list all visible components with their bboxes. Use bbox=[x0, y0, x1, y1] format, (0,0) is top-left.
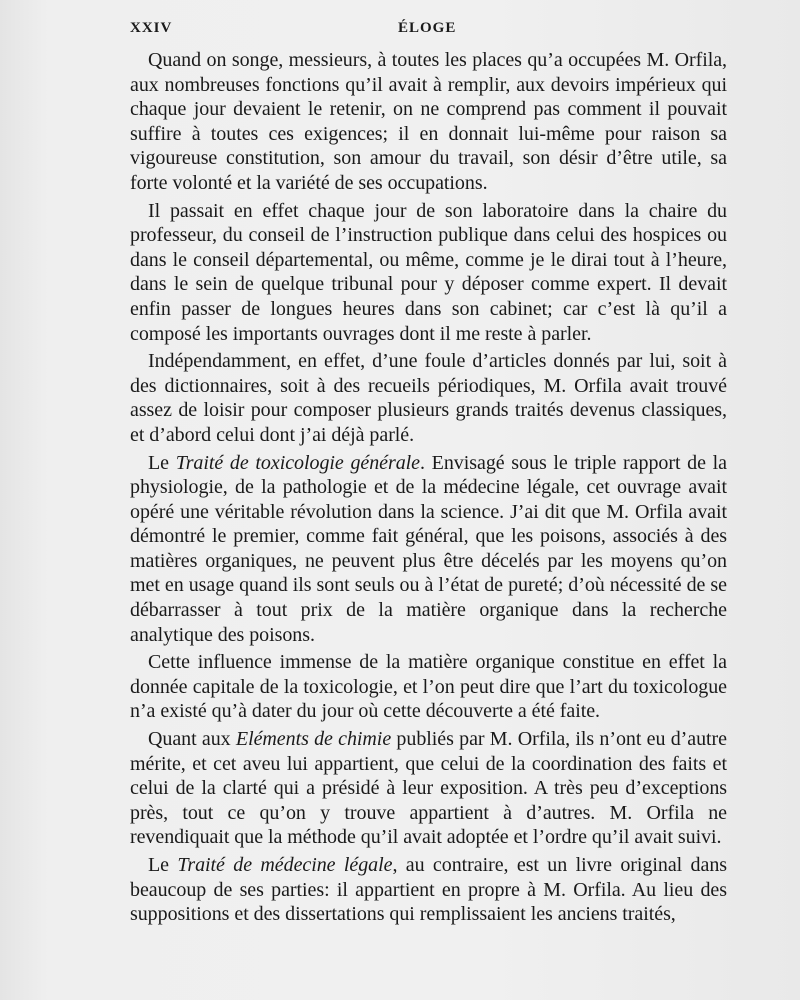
paragraph-3 bbox=[130, 349, 727, 447]
paragraph-text: , au contraire, est un livre original dans beaucoup de ses parties: il appartient en propre à M. Orfila. Au lieu des suppositions et des dissertations qui remplissaient les anciens traités, bbox=[130, 854, 728, 926]
paragraph-4 bbox=[130, 451, 727, 648]
paragraph-7 bbox=[130, 853, 727, 927]
paragraph-1 bbox=[130, 48, 727, 196]
running-header bbox=[130, 20, 730, 42]
paragraph-text: . Envisagé sous le triple rapport de la physiologie, de la pathologie et de la médecine légale, cet ouvrage avait opéré une véritable révolution dans la science. J’ai dit que M. Orfila avait démontré le premier, comme fait général, que les poisons, associés à des matières organiques, ne peuvent plus être décelés par les moyens qu’on met en usage quand ils sont seuls ou à l’état de pureté; d’où nécessité de se débarrasser à tout prix de la matière organique dans la recherche analytique des poisons. bbox=[130, 451, 727, 646]
paragraph-text: Il passait en effet chaque jour de son laboratoire dans la chaire du professeur, du conseil de l’instruction publique dans celui des hospices ou dans le conseil départemental, ou même, comme je le dirai tout à l’heure, dans le sein de quelque tribunal pour y déposer comme expert. Il devait enfin passer de longues heures dans son cabinet; car c’est là qu’il a composé les importants ouvrages dont il me reste à parler. bbox=[130, 199, 727, 345]
book-title-chimie: Eléments de chimie bbox=[235, 728, 392, 751]
paragraph-5 bbox=[130, 650, 727, 724]
running-title: ÉLOGE bbox=[398, 20, 457, 36]
paragraph-lead: Le bbox=[148, 451, 176, 474]
paragraph-text: publiés par M. Orfila, ils n’ont eu d’autre mérite, et cet aveu lui appartient, que celui de la coordination des faits et celui de la clarté qui a présidé à leur exposition. A très peu d’exceptions près, tout ce qu’on y trouve appartient à d’autres. M. Orfila ne revendiquait que la méthode qu’il avait adoptée et l’ordre qu’il avait suivi. bbox=[130, 728, 727, 849]
body-text bbox=[130, 48, 727, 930]
paragraph-text: Indépendamment, en effet, d’une foule d’articles donnés par lui, soit à des dictionnaires, soit à des recueils périodiques, M. Orfila avait trouvé assez de loisir pour composer plusieurs grands traités devenus classiques, et d’abord celui dont j’ai déjà parlé. bbox=[130, 350, 727, 446]
book-title-toxicologie: Traité de toxicologie générale bbox=[175, 451, 421, 474]
paragraph-6 bbox=[130, 727, 727, 850]
paragraph-2 bbox=[130, 199, 727, 347]
paragraph-lead: Quant aux bbox=[148, 728, 236, 751]
paragraph-lead: Le bbox=[148, 854, 178, 876]
paragraph-text: Quand on songe, messieurs, à toutes les places qu’a occupées M. Orfila, aux nombreuses fonctions qu’il avait à remplir, aux devoirs impérieux qui chaque jour devaient le retenir, on ne comprend pas comment il pouvait suffire à toutes ces exigences; il en donnait lui-même pour raison sa vigoureuse constitution, son amour du travail, son désir d’être utile, sa forte volonté et la variété de ses occupations. bbox=[130, 49, 727, 194]
book-title-medecine-legale: Traité de médecine légale bbox=[177, 854, 393, 876]
page-number: XXIV bbox=[130, 20, 173, 36]
paragraph-text: Cette influence immense de la matière organique constitue en effet la donnée capitale de la toxicologie, et l’on peut dire que l’art du toxicologue n’a existé qu’à dater du jour où cette découverte a été faite. bbox=[130, 651, 727, 723]
